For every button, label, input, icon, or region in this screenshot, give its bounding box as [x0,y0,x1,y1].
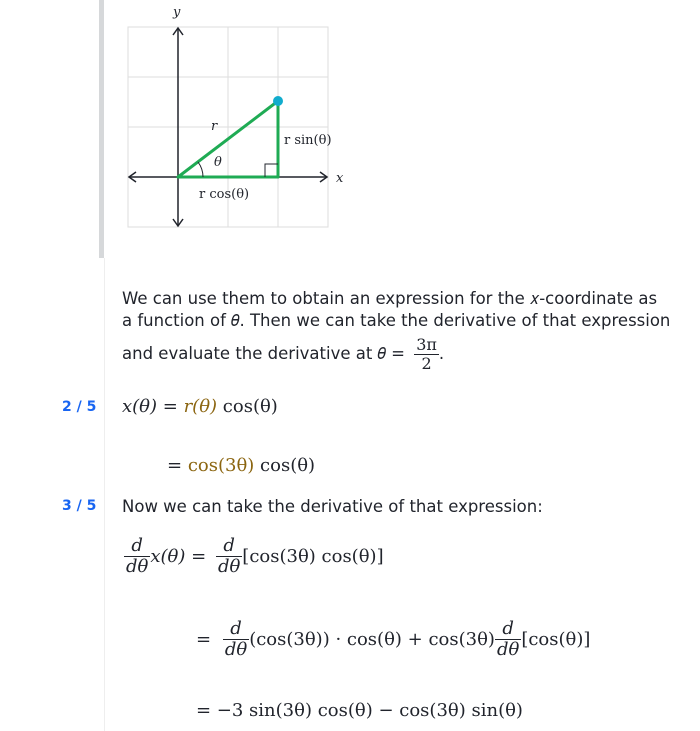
step-2-label: 2 / 5 [62,399,97,415]
eq1-rest: cos(θ) [217,396,278,417]
x-axis-label: x [336,171,344,186]
equation-derivative-setup [124,536,384,577]
d-dtheta-lhs [124,536,150,577]
eq4-part-1: (cos(3θ)) · cos(θ) + cos(3θ) [249,628,495,650]
dtheta-denominator-2: dθ [217,555,241,577]
paragraph-line-3 [122,336,662,373]
d-numerator-4: d [495,619,521,640]
horizontal-leg-label: r cos(θ) [199,187,250,202]
paragraph-line-2: a function of 𝜃. Then we can take the derivative of that expression [122,311,671,330]
d-numerator-2: d [216,536,242,557]
left-rail-highlight [99,0,104,258]
hypotenuse-label: r [211,119,218,134]
d-dtheta-rhs [216,536,242,577]
frac-numerator: 3π [416,335,437,354]
d-numerator-3: d [223,619,249,640]
eq2-equals: = [167,455,188,476]
frac-denominator: 2 [421,353,432,373]
paragraph-line-1: We can use them to obtain an expression for the 𝑥-coordinate as [122,289,658,308]
step-3-label: 3 / 5 [62,498,97,514]
angle-arc [198,162,203,177]
eq5-text: = −3 sin(3θ) cos(θ) − cos(3θ) sin(θ) [196,700,523,721]
equation-final-derivative [196,700,523,721]
eq2-cos-3theta: cos(3θ) [187,455,255,476]
right-angle-marker [265,164,278,177]
eq3-rhs: [cos(3θ) cos(θ)] [242,545,384,567]
dtheta-denominator-4: dθ [496,638,520,660]
d-dtheta-term-1 [223,619,249,660]
explanation-paragraph [122,288,671,373]
paragraph-line-3-text: and evaluate the derivative at 𝜃 = [122,344,405,363]
dtheta-denominator-3: dθ [224,638,248,660]
equation-x-of-theta [122,396,278,417]
eq3-lhs-tail: x(θ) = [150,545,207,567]
step-3-text: Now we can take the derivative of that expression: [122,497,543,516]
polar-triangle-figure [110,0,370,240]
paragraph-period: . [438,344,445,363]
eq2-rest: cos(θ) [254,455,316,476]
eq4-equals: = [196,628,212,650]
dtheta-denominator: dθ [126,555,149,577]
terminal-point [273,96,283,106]
equation-product-rule [196,619,590,660]
angle-label: θ [214,155,222,170]
eq4-part-2: [cos(θ)] [521,628,591,650]
d-numerator: d [124,536,150,557]
left-rail-divider [104,258,105,731]
equation-substituted [167,455,315,476]
vertical-leg-label: r sin(θ) [284,133,332,148]
three-pi-over-two [414,336,439,373]
y-axis-label: y [173,5,181,20]
d-dtheta-term-2 [495,619,521,660]
eq1-r-of-theta: r(θ) [183,396,218,417]
eq1-lhs: x(θ) = [122,396,184,417]
